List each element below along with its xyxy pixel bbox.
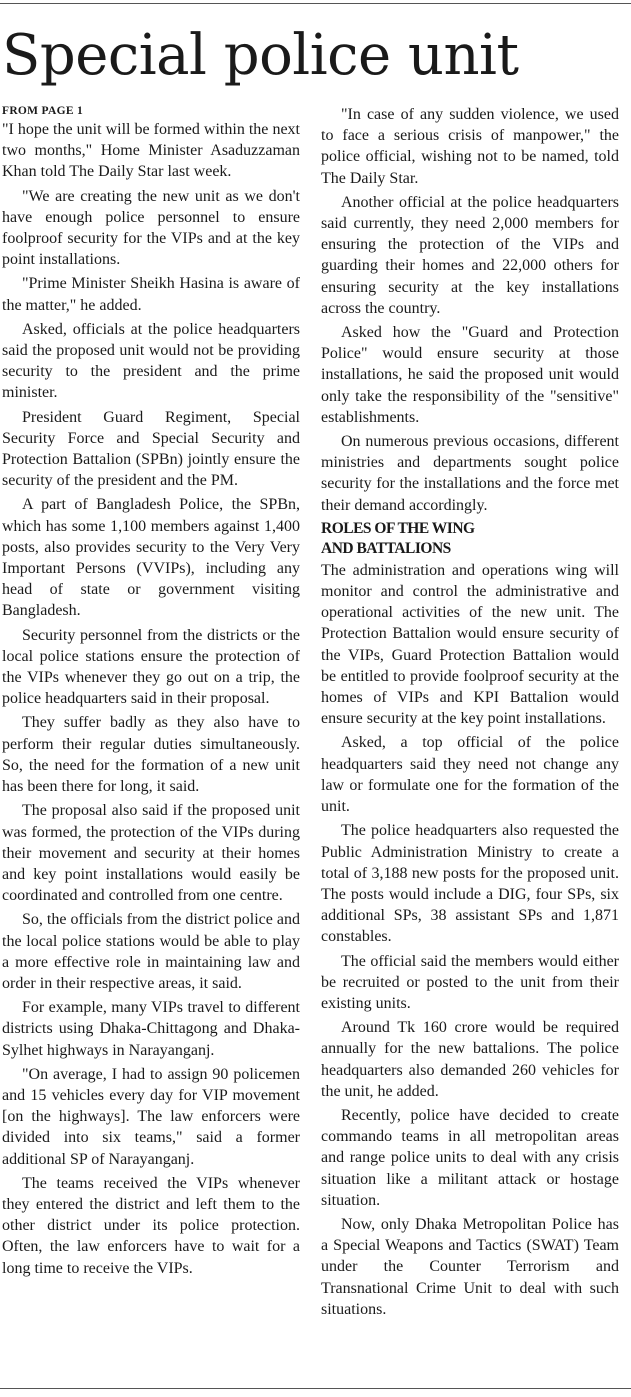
paragraph: They suffer badly as they also have to perform their regular duties simultaneously. So, the need for the formation of a new unit has been there for long, it said. — [2, 714, 300, 796]
paragraph: Asked how the "Guard and Protection Police" would ensure security at those installations, he said the proposed unit would only take the responsibility of the "sensitive" establishments. — [321, 324, 619, 426]
paragraph: On numerous previous occasions, different ministries and departments sought police security for the installations and the force met their demand accordingly. — [321, 433, 619, 514]
right-column — [321, 104, 619, 1323]
paragraph: "In case of any sudden violence, we used to face a serious crisis of manpower," the police official, wishing not to be named, told The Daily Star. — [321, 106, 619, 187]
paragraph: The police headquarters also requested the Public Administration Ministry to create a total of 3,188 new posts for the proposed unit. The posts would include a DIG, four SPs, six additional SPs, 38 assistant SPs and 1,871 constables. — [321, 822, 619, 946]
paragraph: "I hope the unit will be formed within the next two months," Home Minister Asaduzzaman Khan told The Daily Star last week. — [2, 121, 300, 181]
paragraph: President Guard Regiment, Special Security Force and Special Security and Protection Battalion (SPBn) jointly ensure the security of the president and the PM. — [2, 408, 300, 490]
paragraph: For example, many VIPs travel to different districts using Dhaka-Chittagong and Dhaka-Sylhet highways in Narayanganj. — [2, 999, 300, 1059]
paragraph: The teams received the VIPs whenever they entered the district and left them to the other district under its police protection. Often, the law enforcers have to wait for a long time to receive the VIPs. — [2, 1174, 300, 1277]
paragraph: "Prime Minister Sheikh Hasina is aware of the matter," he added. — [2, 275, 300, 314]
left-column — [2, 104, 300, 1282]
subheading-line-1: ROLES OF THE WING — [321, 519, 475, 537]
paragraph: "We are creating the new unit as we don't have enough police personnel to ensure foolproof security for the VIPs and at the key point installations. — [2, 187, 300, 269]
subheading-line-2: AND BATTALIONS — [321, 539, 451, 557]
headline: Special police unit — [2, 23, 519, 88]
paragraph: A part of Bangladesh Police, the SPBn, which has some 1,100 members against 1,400 posts, also provides security to the Very Very Important Persons (VVIPs), including any head of state or government visiting Bangladesh. — [2, 496, 300, 620]
subheading — [321, 519, 619, 559]
paragraph: So, the officials from the district police and the local police stations would be able to play a more effective role in maintaining law and order in their respective areas, it said. — [2, 911, 300, 992]
paragraph: Asked, a top official of the police headquarters said they need not change any law or formulate one for the formation of the unit. — [321, 734, 619, 816]
top-rule — [0, 3, 631, 4]
paragraph: The official said the members would either be recruited or posted to the unit from their existing units. — [321, 952, 619, 1012]
paragraph: Security personnel from the districts or the local police stations ensure the protection of the VIPs whenever they go out on a trip, the police headquarters said in their proposal. — [2, 626, 300, 708]
bottom-rule — [0, 1388, 631, 1389]
paragraph: Asked, officials at the police headquarters said the proposed unit would not be providing security to the president and the prime minister. — [2, 320, 300, 402]
kicker: FROM PAGE 1 — [2, 105, 84, 117]
paragraph: Around Tk 160 crore would be required annually for the new battalions. The police headquarters also demanded 260 vehicles for the unit, he added. — [321, 1019, 619, 1100]
paragraph: Recently, police have decided to create commando teams in all metropolitan areas and range police units to deal with any crisis situation like a militant attack or hostage situation. — [321, 1106, 619, 1209]
paragraph: "On average, I had to assign 90 policemen and 15 vehicles every day for VIP movement [on the highways]. The law enforcers were divided into six teams," said a former additional SP of Narayanganj. — [2, 1065, 300, 1168]
paragraph: Now, only Dhaka Metropolitan Police has a Special Weapons and Tactics (SWAT) Team under the Counter Terrorism and Transnational Crime Unit to deal with such situations. — [321, 1215, 619, 1318]
paragraph: The proposal also said if the proposed unit was formed, the protection of the VIPs during their movement and security at their homes and key point installations would easily be coordinated and controlled from one centre. — [2, 802, 300, 905]
paragraph: Another official at the police headquarters said currently, they need 2,000 members for ensuring the protection of the VIPs and guarding their homes and 22,000 others for ensuring security at the key installations across the country. — [321, 193, 619, 317]
paragraph: The administration and operations wing will monitor and control the administrative and operational activities of the new unit. The Protection Battalion would ensure security of the VIPs, Guard Protection Battalion would be entitled to provide foolproof security at the homes of VIPs and KPI Battalion would ensure security at the key point installations. — [321, 561, 619, 728]
